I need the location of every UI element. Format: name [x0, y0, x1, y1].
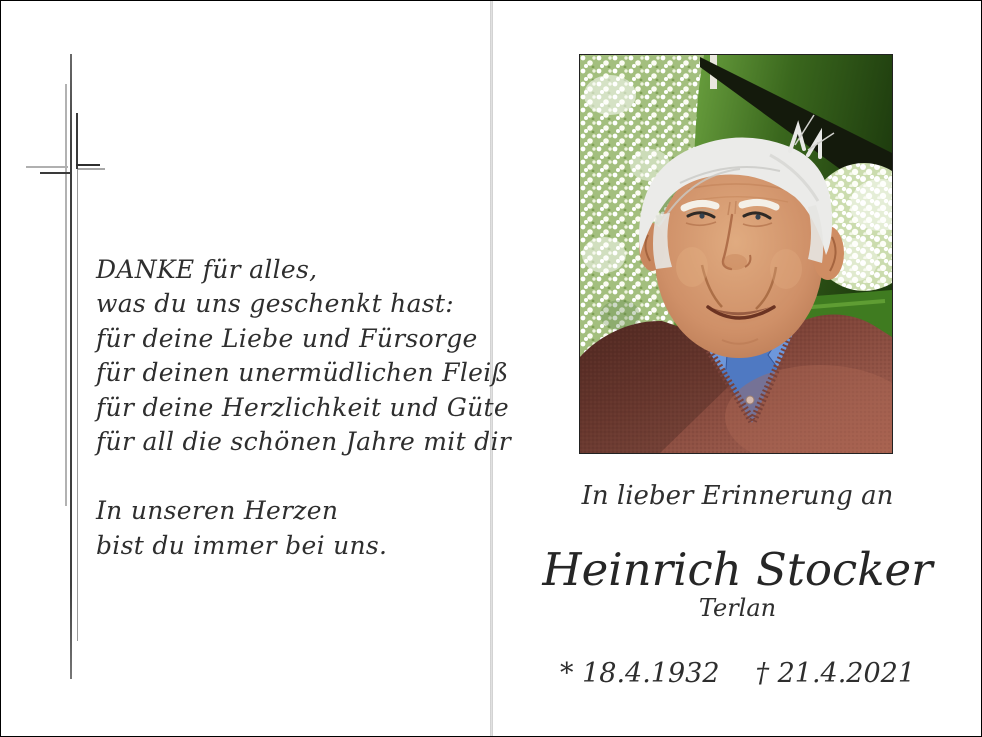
closing-line: In unseren Herzen: [96, 496, 339, 526]
birth-date: * 18.4.1932: [560, 658, 720, 689]
cross-vertical-short: [76, 113, 78, 169]
portrait-illustration: [580, 55, 892, 453]
memorial-line: In lieber Erinnerung an: [581, 481, 894, 511]
poem-line: für deine Liebe und Fürsorge: [96, 323, 478, 353]
death-date: † 21.4.2021: [755, 658, 915, 689]
portrait-photo: [579, 54, 893, 454]
cross-vertical-main: [70, 54, 72, 679]
cross-vertical-gray: [65, 84, 67, 506]
deceased-name: Heinrich Stocker: [542, 543, 933, 596]
cross-arm-left-gray: [26, 166, 68, 168]
place-name: Terlan: [698, 594, 777, 622]
cross-arm-left-dark: [40, 172, 70, 174]
cross-arm-right-gray: [78, 168, 105, 170]
poem-line: für deinen unermüdlichen Fleiß: [96, 358, 509, 388]
poem-line: was du uns geschenkt hast:: [96, 289, 454, 319]
closing-line: bist du immer bei uns.: [96, 530, 388, 560]
poem-gap: [96, 459, 511, 494]
poem-line: für deine Herzlichkeit und Güte: [96, 392, 509, 422]
poem-line: DANKE für alles,: [96, 255, 318, 284]
cross-vertical-right: [77, 169, 78, 641]
poem-text: [96, 253, 511, 563]
life-dates: [492, 659, 982, 689]
poem-line: für all die schönen Jahre mit dir: [96, 427, 512, 457]
cross-arm-right-dark: [76, 164, 100, 166]
